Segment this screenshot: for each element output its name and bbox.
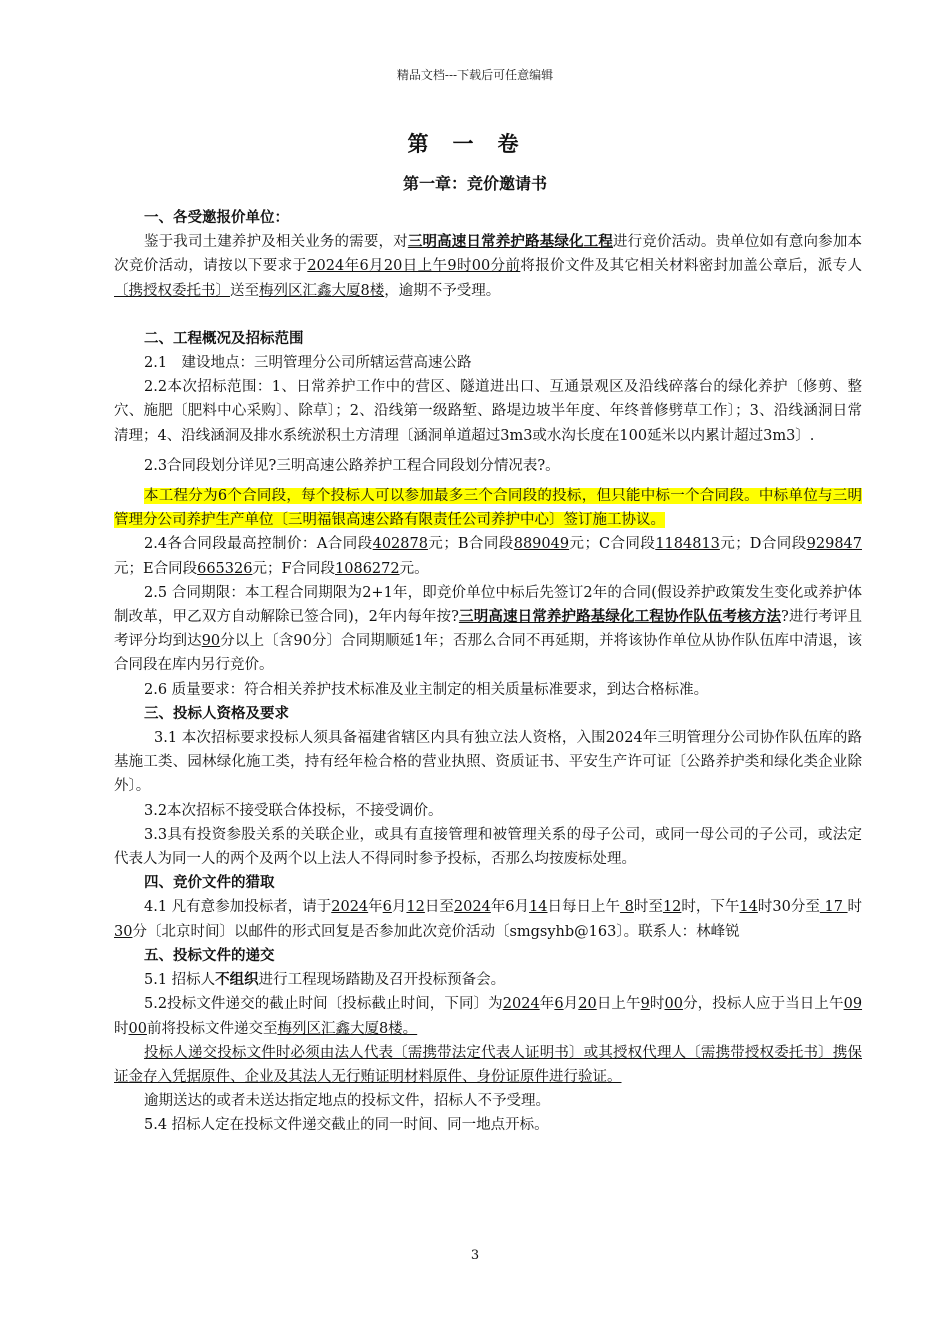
paragraph-5-2: 5.2投标文件递交的截止时间〔投标截止时间，下同〕为2024年6月20日上午9时00分，投标人应于当日上午09时00前将投标文件递交至梅列区汇鑫大厦8楼。 [114,996,863,1037]
page-header: 精品文档---下载后可任意编辑 [396,68,554,82]
paragraph-3-1: 3.1 本次招标要求投标人须具备福建省辖区内具有独立法人资格，入围2024年三明管理分公司协作队伍库的路基施工类、园林绿化施工类，持有经年检合格的营业执照、资质证书、平安生产许可证〔公路养护类和绿化类企业除外〕。 [114,730,862,795]
paragraph-2-2: 2.2本次招标范围：1、日常养护工作中的营区、隧道进出口、互通景观区及沿线碎落台的绿化养护〔修剪、整穴、施肥〔肥料中心采购〕、除草〕；2、沿线第一级路堑、路堤边坡半年度、年终普修劈草工作〕；3、沿线涵洞日常清理；4、沿线涵洞及排水系统淤积土方清理〔涵洞单道超过3m3或水沟长度在100延米以内累计超过3m3〕. [114,379,862,444]
paragraph-2-highlight: 本工程分为6个合同段，每个投标人可以参加最多三个合同段的投标，但只能中标一个合同段。中标单位与三明管理分公司养护生产单位〔三明福银高速公路有限责任公司养护中心〕签订施工协议。 [114,488,862,529]
section-2-heading: 二、工程概况及招标范围 [144,329,304,347]
page-number: 3 [470,1248,480,1263]
paragraph-5-4: 5.4 招标人定在投标文件递交截止的同一时间、同一地点开标。 [144,1117,549,1134]
paragraph-2-3: 2.3合同段划分详见?三明高速公路养护工程合同段划分情况表?。 [144,457,560,474]
paragraph-3-2: 3.2本次招标不接受联合体投标，不接受调价。 [144,802,443,819]
paragraph-2-1: 2.1 建设地点：三明管理分公司所辖运营高速公路 [144,355,472,372]
document-body [114,206,862,1138]
paragraph-4-1: 4.1 凡有意参加投标者，请于2024年6月12日至2024年6月14日每日上午 8时至12时，下午14时30分至 17 时30分〔北京时间〕以邮件的形式回复是否参加此次竞价活动〔smgsyhb@163〕。联系人：林峰锐 [114,899,863,940]
paragraph-5-3: 投标人递交投标文件时必须由法人代表〔需携带法定代表人证明书〕或其授权代理人〔需携带授权委托书〕携保证金存入凭据原件、企业及其法人无行贿证明材料原件、身份证原件进行验证。 [114,1044,862,1085]
paragraph-2-4: 2.4各合同段最高控制价：A合同段402878元；B合同段889049元；C合同段1184813元；D合同段929847元；E合同段665326元；F合同段1086272元。 [114,536,862,577]
section-1-heading: 一、各受邀报价单位： [144,209,289,226]
section-3-heading: 三、投标人资格及要求 [144,704,289,722]
paragraph-2-5: 2.5 合同期限：本工程合同期限为2+1年，即竞价单位中标后先签订2年的合同(假设养护政策发生变化或养护体制改革，甲乙双方自动解除已签合同)，2年内每年按?三明高速日常养护路基绿化工程协作队伍考核方法?进行考评且考评分均到达90分以上〔含90分〕合同期顺延1年；否那么合同不再延期，并将该协作单位从协作队伍库中清退，该合同段在库内另行竞价。 [114,584,863,674]
volume-title: 第一卷 [407,131,543,156]
chapter-title: 第一章：竞价邀请书 [402,174,547,193]
section-4-heading: 四、竞价文件的猎取 [144,874,275,892]
section-5-heading: 五、投标文件的递交 [144,946,275,964]
paragraph-5-3b: 逾期送达的或者未送达指定地点的投标文件，招标人不予受理。 [144,1093,550,1110]
paragraph-3-3: 3.3具有投资参股关系的关联企业，或具有直接管理和被管理关系的母子公司，或同一母公司的子公司，或法定代表人为同一人的两个及两个以上法人不得同时参予投标，否那么均按废标处理。 [114,826,862,868]
section-1-paragraph: 鉴于我司土建养护及相关业务的需要，对三明高速日常养护路基绿化工程进行竞价活动。贵单位如有意向参加本次竞价活动，请按以下要求于2024年6月20日上午9时00分前将报价文件及其它相关材料密封加盖公章后，派专人〔携授权委托书〕送至梅列区汇鑫大厦8楼，逾期不予受理。 [114,233,863,299]
paragraph-2-6: 2.6 质量要求：符合相关养护技术标准及业主制定的相关质量标准要求，到达合格标准。 [144,681,709,698]
paragraph-5-1: 5.1 招标人不组织进行工程现场踏勘及召开投标预备会。 [144,971,506,989]
